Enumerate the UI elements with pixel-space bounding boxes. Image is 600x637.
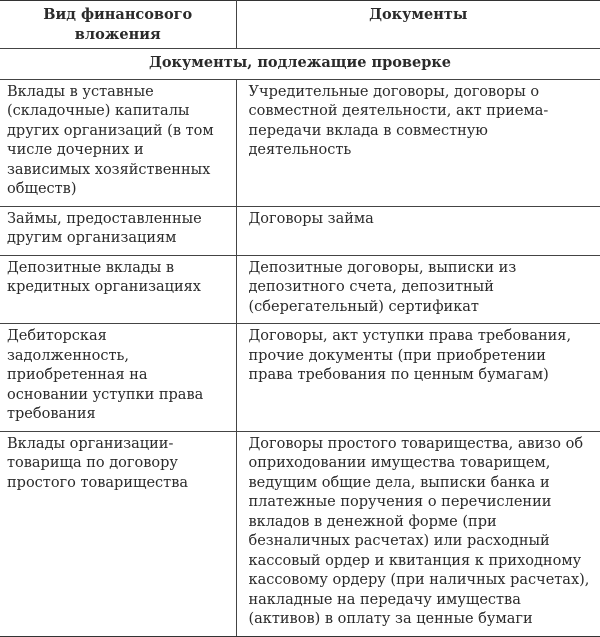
section-row — [0, 49, 600, 80]
investment-type-cell: Вклады в уставные (складочные) капиталы других организаций (в том числе дочерних и зависимых хозяйственных обществ) — [0, 79, 236, 206]
investment-type-cell: Дебиторская задолженность, приобретенная на основании уступки права требования — [0, 324, 236, 432]
table-row — [0, 206, 600, 255]
table-row — [0, 431, 600, 636]
documents-cell: Договоры простого товарищества, авизо об оприходовании имущества товарищем, ведущим общие дела, выписки банка и платежные поручения о перечислении вкладов в денежной форме (при безналичных расчетах) или расходный кассовый ордер и квитанция к приходному кассовому ордеру (при наличных расчетах), накладные на передачу имущества (активов) в оплату за ценные бумаги — [236, 431, 600, 636]
documents-cell: Договоры, акт уступки права требования, прочие документы (при приобретении права требования по ценным бумагам) — [236, 324, 600, 432]
header-row — [0, 1, 600, 49]
table-row — [0, 79, 600, 206]
table-row — [0, 255, 600, 324]
documents-cell: Договоры займа — [236, 206, 600, 255]
section-title: Документы, подлежащие проверке — [0, 49, 600, 80]
table-row — [0, 324, 600, 432]
investment-type-cell: Депозитные вклады в кредитных организациях — [0, 255, 236, 324]
documents-cell: Депозитные договоры, выписки из депозитного счета, депозитный (сберегательный) сертификат — [236, 255, 600, 324]
documents-cell: Учредительные договоры, договоры о совместной деятельности, акт приема-передачи вклада в совместную деятельность — [236, 79, 600, 206]
investment-type-cell: Вклады организации-товарища по договору простого товарищества — [0, 431, 236, 636]
header-documents: Документы — [236, 1, 600, 49]
header-investment-type: Вид финансового вложения — [0, 1, 236, 49]
investment-type-cell: Займы, предоставленные другим организациям — [0, 206, 236, 255]
